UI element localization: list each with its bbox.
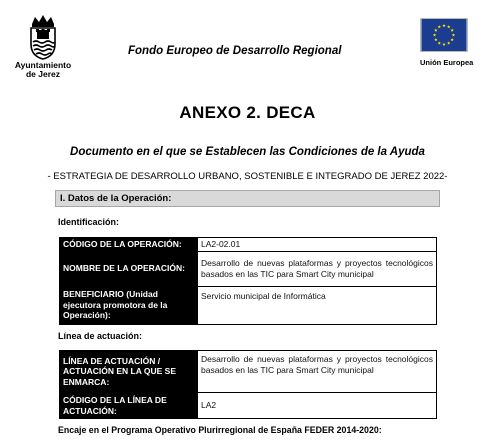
table-row bbox=[60, 393, 437, 419]
section-heading: I. Datos de la Operación: bbox=[60, 193, 172, 204]
beneficiario-value: Servicio municipal de Informática bbox=[198, 286, 437, 324]
beneficiario-key: BENEFICIARIO (Unidad ejecutora promotora de la Operación): bbox=[60, 286, 198, 324]
annex-title: ANEXO 2. DECA bbox=[179, 103, 316, 122]
codigo-operacion-value: LA2-02.01 bbox=[198, 238, 437, 252]
strategy-line: - ESTRATEGIA DE DESARROLLO URBANO, SOSTENIBLE E INTEGRADO DE JEREZ 2022- bbox=[47, 171, 448, 182]
nombre-operacion-value: Desarrollo de nuevas plataformas y proyectos tecnológicos basados en las TIC para Smart City municipal bbox=[198, 251, 437, 286]
ayuntamiento-line-2: de Jerez bbox=[25, 69, 61, 79]
section-heading-bar bbox=[55, 190, 440, 207]
linea-actuacion-table bbox=[59, 350, 437, 419]
eu-flag-icon bbox=[420, 18, 468, 52]
eu-label: Unión Europea bbox=[420, 58, 474, 67]
identificacion-label: Identificación: bbox=[58, 217, 120, 227]
ayuntamiento-line-1: Ayuntamiento bbox=[14, 60, 72, 70]
table-row bbox=[60, 351, 437, 393]
ayuntamiento-name bbox=[10, 61, 76, 79]
table-row bbox=[60, 238, 437, 252]
table-row bbox=[60, 251, 437, 286]
nombre-operacion-key: NOMBRE DE LA OPERACIÓN: bbox=[60, 251, 198, 286]
jerez-crest-icon bbox=[26, 14, 60, 60]
identification-table bbox=[59, 237, 437, 325]
codigo-operacion-key: CÓDIGO DE LA OPERACIÓN: bbox=[60, 238, 198, 252]
linea-actuacion-key: LÍNEA DE ACTUACIÓN / ACTUACIÓN EN LA QUE SE ENMARCA: bbox=[60, 351, 198, 393]
table-row bbox=[60, 286, 437, 324]
linea-actuacion-value: Desarrollo de nuevas plataformas y proyectos tecnológicos basados en las TIC para Smart City municipal bbox=[198, 351, 437, 393]
encaje-programa-label: Encaje en el Programa Operativo Plurirregional de España FEDER 2014-2020: bbox=[58, 425, 382, 435]
codigo-linea-value: LA2 bbox=[198, 393, 437, 419]
document-subtitle: Documento en el que se Establecen las Condiciones de la Ayuda bbox=[70, 146, 425, 158]
eu-logo bbox=[420, 18, 474, 67]
linea-actuacion-label: Línea de actuación: bbox=[58, 331, 143, 341]
codigo-linea-key: CÓDIGO DE LA LÍNEA DE ACTUACIÓN: bbox=[60, 393, 198, 419]
header-title: Fondo Europeo de Desarrollo Regional bbox=[128, 45, 342, 57]
ayuntamiento-logo bbox=[10, 14, 76, 79]
